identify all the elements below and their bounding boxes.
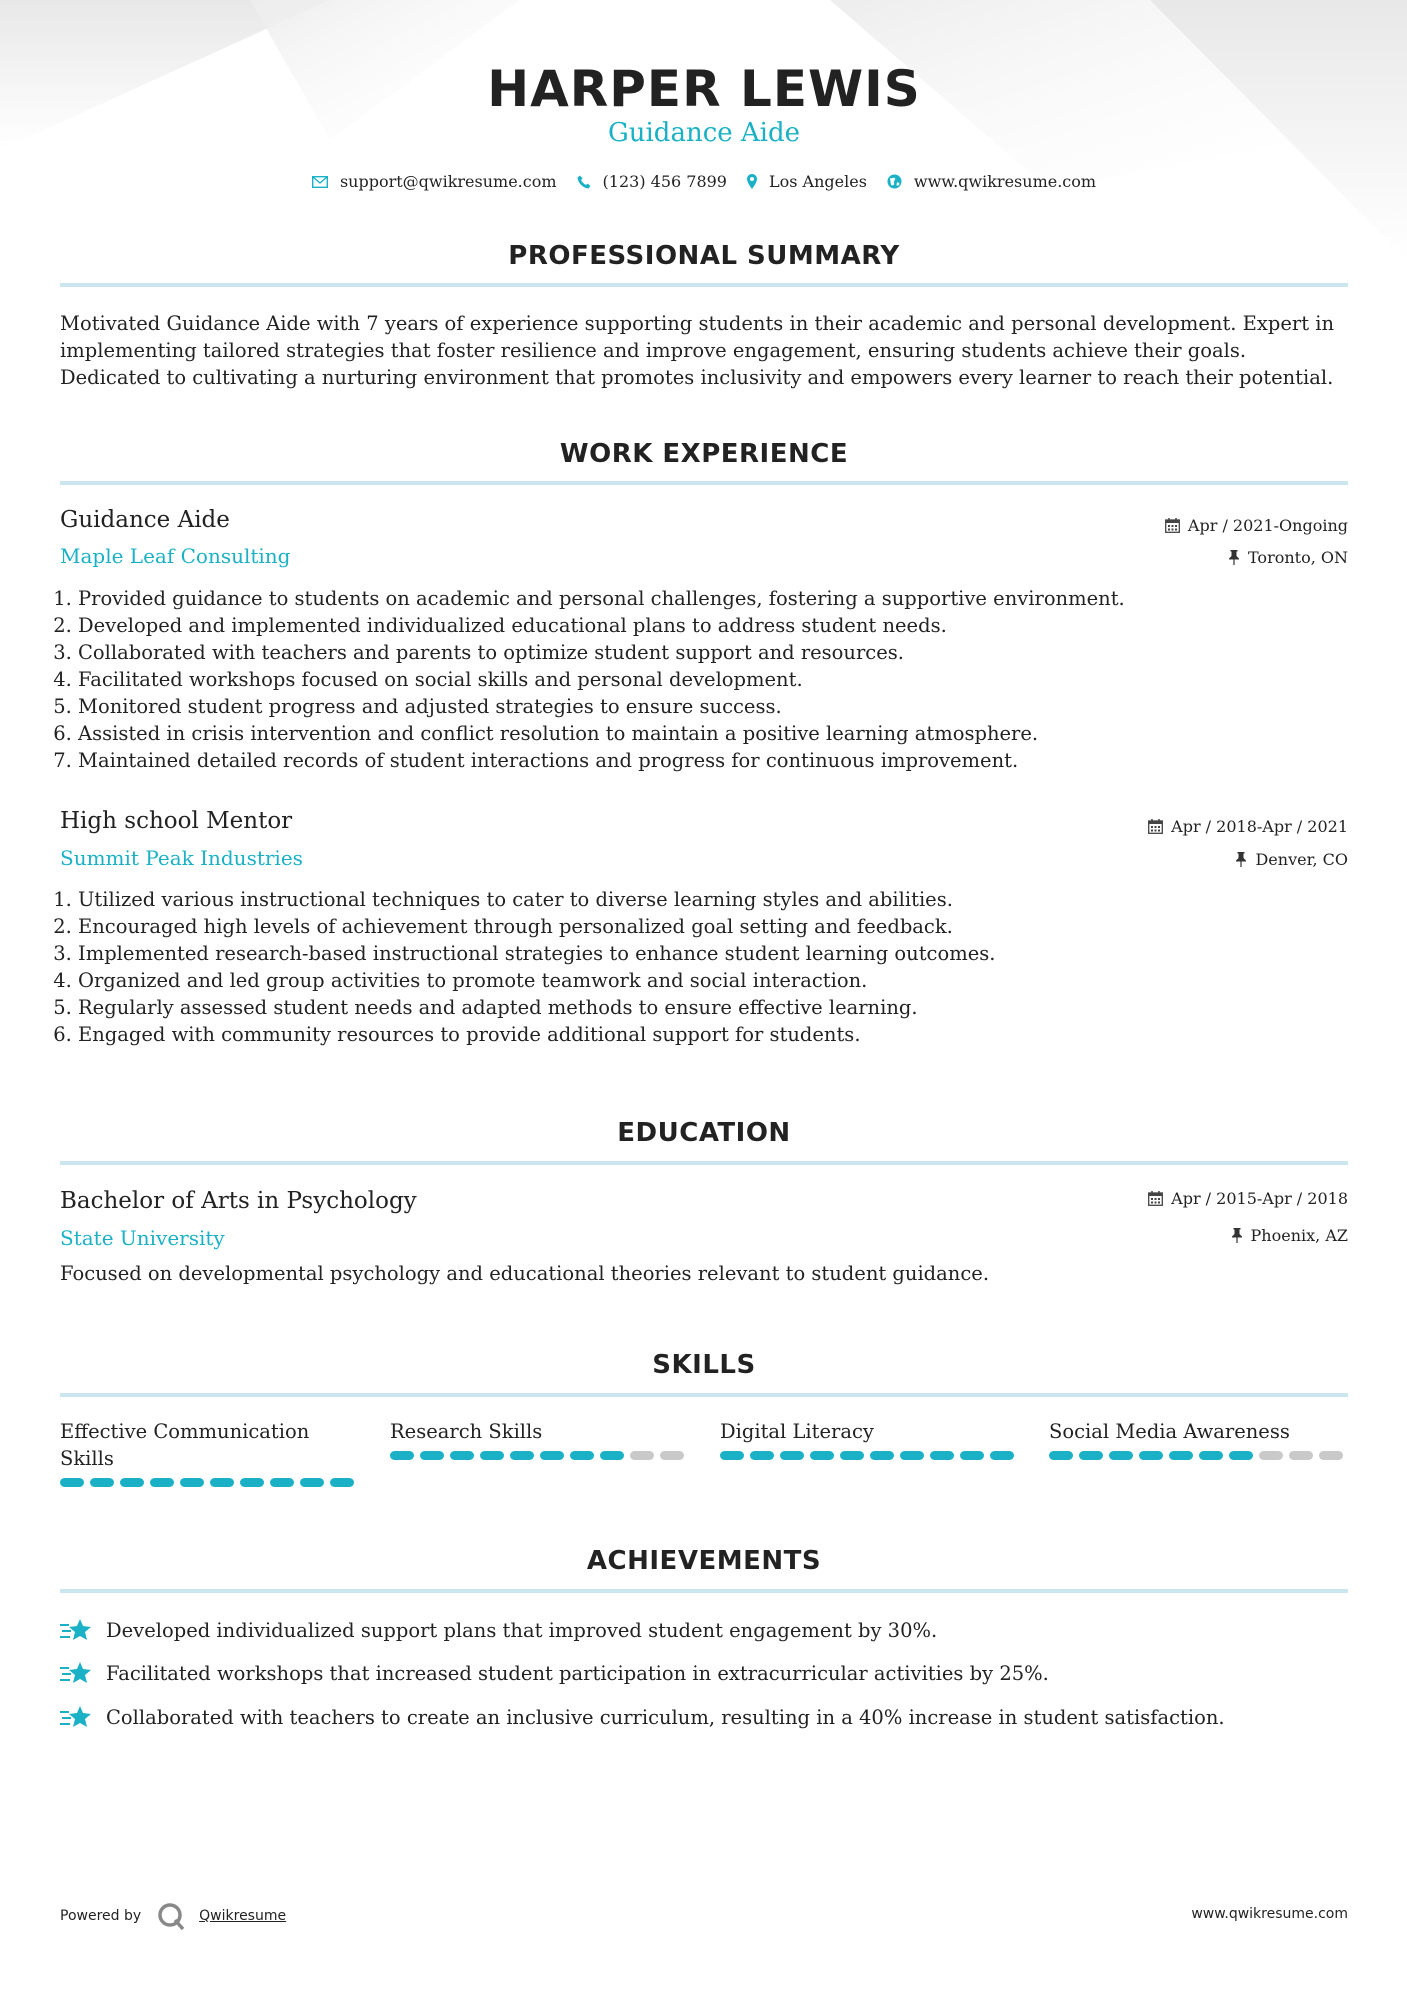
skill-item (60, 1418, 360, 1487)
skill-segment-filled (1049, 1451, 1073, 1460)
skill-segment-filled (1109, 1451, 1133, 1460)
pushpin-icon (1228, 550, 1240, 565)
skill-segment-filled (930, 1451, 954, 1460)
list-item: 6. Assisted in crisis intervention and conflict resolution to maintain a positive learning atmosphere. (78, 720, 1366, 747)
envelope-icon (312, 176, 328, 188)
skill-segment-filled (90, 1478, 114, 1487)
skill-name: Effective Communication Skills (60, 1420, 310, 1470)
summary-divider (60, 283, 1348, 287)
job-dates (1165, 516, 1348, 535)
skill-level-bar (60, 1478, 360, 1487)
achievement-item (60, 1617, 937, 1643)
skill-segment-empty (630, 1451, 654, 1460)
education-dates (1148, 1189, 1348, 1208)
pushpin-icon (1235, 852, 1247, 867)
education-location-text: Phoenix, AZ (1250, 1226, 1348, 1245)
shooting-star-icon (60, 1660, 92, 1686)
job-company: Maple Leaf Consulting (60, 544, 291, 568)
skill-segment-filled (390, 1451, 414, 1460)
education-degree: Bachelor of Arts in Psychology (60, 1188, 417, 1214)
skill-item (390, 1418, 690, 1460)
achievement-item (60, 1704, 1225, 1730)
skill-name: Research Skills (390, 1420, 543, 1443)
experience-heading: WORK EXPERIENCE (559, 439, 849, 469)
skill-segment-filled (780, 1451, 804, 1460)
skill-segment-filled (420, 1451, 444, 1460)
skill-level-bar (1049, 1451, 1349, 1460)
skill-segment-filled (750, 1451, 774, 1460)
phone-text: (123) 456 7899 (602, 172, 727, 191)
achievement-text: Developed individualized support plans that improved student engagement by 30%. (106, 1618, 938, 1642)
list-item: 5. Monitored student progress and adjusted strategies to ensure success. (78, 693, 1366, 720)
list-item: 1. Utilized various instructional techniques to cater to diverse learning styles and abilities. (78, 886, 1366, 913)
skill-segment-filled (120, 1478, 144, 1487)
job-responsibilities (60, 585, 1366, 774)
skill-segment-filled (720, 1451, 744, 1460)
skill-segment-filled (60, 1478, 84, 1487)
skill-segment-filled (240, 1478, 264, 1487)
skill-segment-filled (870, 1451, 894, 1460)
list-item: 1. Provided guidance to students on academic and personal challenges, fostering a supportive environment. (78, 585, 1366, 612)
job-dates (1148, 817, 1348, 836)
list-item: 7. Maintained detailed records of student interactions and progress for continuous improvement. (78, 747, 1366, 774)
skills-heading: SKILLS (652, 1350, 756, 1380)
job-role: High school Mentor (60, 808, 293, 834)
skill-segment-filled (450, 1451, 474, 1460)
list-item: 3. Implemented research-based instructional strategies to enhance student learning outcomes. (78, 940, 1366, 967)
contact-phone[interactable] (577, 172, 727, 191)
contact-email[interactable] (312, 172, 557, 191)
skill-segment-filled (330, 1478, 354, 1487)
achievement-text: Collaborated with teachers to create an inclusive curriculum, resulting in a 40% increase in student satisfaction. (106, 1705, 1225, 1729)
skill-level-bar (720, 1451, 1020, 1460)
job-location (1228, 548, 1348, 567)
achievements-divider (60, 1589, 1348, 1593)
achievement-item (60, 1660, 1049, 1686)
job-responsibilities (60, 886, 1366, 1048)
candidate-name: HARPER LEWIS (487, 60, 921, 118)
skill-segment-filled (150, 1478, 174, 1487)
job-location (1235, 850, 1348, 869)
list-item: 5. Regularly assessed student needs and adapted methods to ensure effective learning. (78, 994, 1366, 1021)
calendar-icon (1148, 1191, 1163, 1206)
skill-segment-filled (540, 1451, 564, 1460)
skill-segment-empty (1319, 1451, 1343, 1460)
contact-website[interactable] (887, 172, 1096, 191)
skill-item (1049, 1418, 1349, 1460)
skill-segment-filled (180, 1478, 204, 1487)
skill-segment-filled (1139, 1451, 1163, 1460)
skill-segment-filled (570, 1451, 594, 1460)
list-item: 2. Encouraged high levels of achievement through personalized goal setting and feedback. (78, 913, 1366, 940)
skill-segment-filled (510, 1451, 534, 1460)
map-marker-icon (747, 174, 757, 189)
powered-by-label: Powered by (60, 1908, 142, 1924)
qwikresume-logo-icon (157, 1902, 185, 1930)
skill-segment-filled (960, 1451, 984, 1460)
email-text: support@qwikresume.com (339, 172, 557, 191)
location-text: Los Angeles (768, 172, 867, 191)
list-item: 4. Facilitated workshops focused on social skills and personal development. (78, 666, 1366, 693)
calendar-icon (1148, 819, 1163, 834)
job-dates-text: Apr / 2018-Apr / 2021 (1171, 817, 1348, 836)
skill-segment-filled (990, 1451, 1014, 1460)
website-text: www.qwikresume.com (913, 172, 1097, 191)
education-heading: EDUCATION (617, 1118, 791, 1148)
phone-icon (577, 175, 591, 189)
achievements-heading: ACHIEVEMENTS (586, 1546, 822, 1576)
skill-item (720, 1418, 1020, 1460)
job-dates-text: Apr / 2021-Ongoing (1187, 516, 1348, 535)
skill-segment-filled (300, 1478, 324, 1487)
skill-segment-filled (270, 1478, 294, 1487)
footer-website-link[interactable]: www.qwikresume.com (1191, 1906, 1348, 1922)
education-location (1231, 1226, 1348, 1245)
skill-segment-filled (900, 1451, 924, 1460)
summary-heading: PROFESSIONAL SUMMARY (508, 241, 900, 271)
job-company: Summit Peak Industries (60, 846, 303, 870)
skill-name: Digital Literacy (720, 1420, 874, 1443)
list-item: 2. Developed and implemented individualized educational plans to address student needs. (78, 612, 1366, 639)
footer-powered-by (60, 1902, 286, 1930)
skill-segment-empty (1259, 1451, 1283, 1460)
contact-location (747, 172, 867, 191)
list-item: 3. Collaborated with teachers and parents to optimize student support and resources. (78, 639, 1366, 666)
skills-divider (60, 1393, 1348, 1397)
education-dates-text: Apr / 2015-Apr / 2018 (1171, 1189, 1348, 1208)
candidate-title: Guidance Aide (607, 118, 801, 148)
qwikresume-link[interactable]: Qwikresume (199, 1908, 287, 1924)
list-item: 4. Organized and led group activities to promote teamwork and social interaction. (78, 967, 1366, 994)
list-item: 6. Engaged with community resources to provide additional support for students. (78, 1021, 1366, 1048)
calendar-icon (1165, 518, 1180, 533)
skill-segment-filled (840, 1451, 864, 1460)
achievement-text: Facilitated workshops that increased student participation in extracurricular activities by 25%. (106, 1661, 1049, 1685)
skill-segment-filled (1079, 1451, 1103, 1460)
education-description: Focused on developmental psychology and educational theories relevant to student guidance. (60, 1262, 990, 1285)
skill-segment-filled (210, 1478, 234, 1487)
job-location-text: Toronto, ON (1248, 548, 1348, 567)
skill-segment-filled (1229, 1451, 1253, 1460)
experience-divider (60, 481, 1348, 485)
summary-text: Motivated Guidance Aide with 7 years of experience supporting students in their academic and personal development. Expert in implementing tailored strategies that foster resilience and improve engagement, ensuring students achieve their goals. Dedicated to cultivating a nurturing environment that promotes inclusivity and empowers every learner to reach their potential. (60, 312, 1335, 389)
skill-segment-filled (600, 1451, 624, 1460)
skill-segment-empty (660, 1451, 684, 1460)
skill-segment-filled (480, 1451, 504, 1460)
globe-icon (887, 174, 902, 189)
pushpin-icon (1231, 1228, 1243, 1243)
education-divider (60, 1161, 1348, 1165)
education-school: State University (60, 1226, 225, 1250)
skill-segment-filled (1169, 1451, 1193, 1460)
job-location-text: Denver, CO (1255, 850, 1348, 869)
shooting-star-icon (60, 1704, 92, 1730)
skill-segment-filled (810, 1451, 834, 1460)
job-role: Guidance Aide (60, 507, 230, 533)
skill-segment-filled (1199, 1451, 1223, 1460)
contact-bar (60, 172, 1348, 191)
skill-name: Social Media Awareness (1049, 1420, 1290, 1443)
skill-level-bar (390, 1451, 690, 1460)
shooting-star-icon (60, 1617, 92, 1643)
skill-segment-empty (1289, 1451, 1313, 1460)
